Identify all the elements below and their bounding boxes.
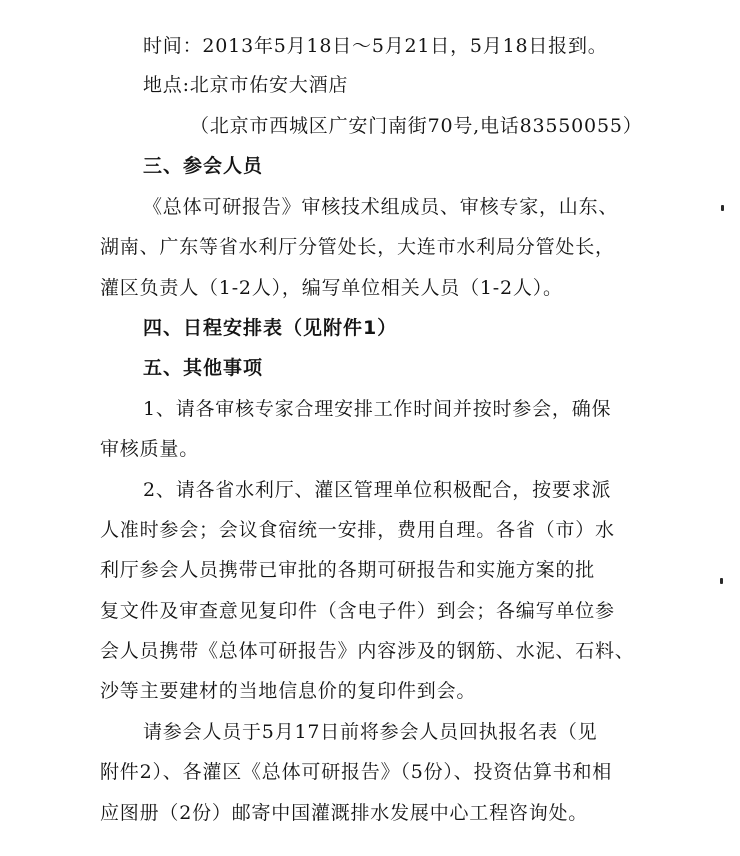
meeting-time: 时间：2013年5月18日～5月21日，5月18日报到。 bbox=[143, 35, 608, 57]
item-2-line: 利厅参会人员携带已审批的各期可研报告和实施方案的批 bbox=[100, 559, 596, 581]
closing-line: 应图册（2份）邮寄中国灌溉排水发展中心工程咨询处。 bbox=[100, 802, 589, 824]
closing-line: 请参会人员于5月17日前将参会人员回执报名表（见 bbox=[143, 721, 598, 743]
meeting-location: 地点:北京市佑安大酒店 bbox=[143, 74, 349, 96]
section-3-line: 灌区负责人（1-2人），编写单位相关人员（1-2人）。 bbox=[100, 277, 563, 299]
closing-line: 附件2）、各灌区《总体可研报告》（5份）、投资估算书和相 bbox=[100, 761, 613, 783]
item-1-line: 审核质量。 bbox=[100, 438, 200, 460]
item-2-line: 会人员携带《总体可研报告》内容涉及的钢筋、水泥、石料、 bbox=[100, 640, 635, 662]
section-3-line: 湖南、广东等省水利厅分管处长，大连市水利局分管处长， bbox=[100, 236, 615, 258]
item-2-line: 沙等主要建材的当地信息价的复印件到会。 bbox=[100, 680, 477, 702]
item-2-line: 复文件及审查意见复印件（含电子件）到会；各编写单位参 bbox=[100, 600, 615, 622]
item-1-line: 1、请各审核专家合理安排工作时间并按时参会，确保 bbox=[143, 398, 612, 420]
section-3-line: 《总体可研报告》审核技术组成员、审核专家，山东、 bbox=[143, 196, 619, 218]
scan-speck bbox=[720, 578, 723, 584]
section-5-heading: 五、其他事项 bbox=[143, 357, 264, 379]
item-2-line: 2、请各省水利厅、灌区管理单位积极配合，按要求派 bbox=[143, 479, 612, 501]
item-2-line: 人准时参会；会议食宿统一安排，费用自理。各省（市）水 bbox=[100, 519, 615, 541]
meeting-address: （北京市西城区广安门南街70号,电话83550055） bbox=[190, 115, 643, 137]
section-3-heading: 三、参会人员 bbox=[143, 155, 264, 177]
scan-speck bbox=[721, 205, 724, 211]
section-4-heading: 四、日程安排表（见附件1） bbox=[143, 317, 398, 339]
